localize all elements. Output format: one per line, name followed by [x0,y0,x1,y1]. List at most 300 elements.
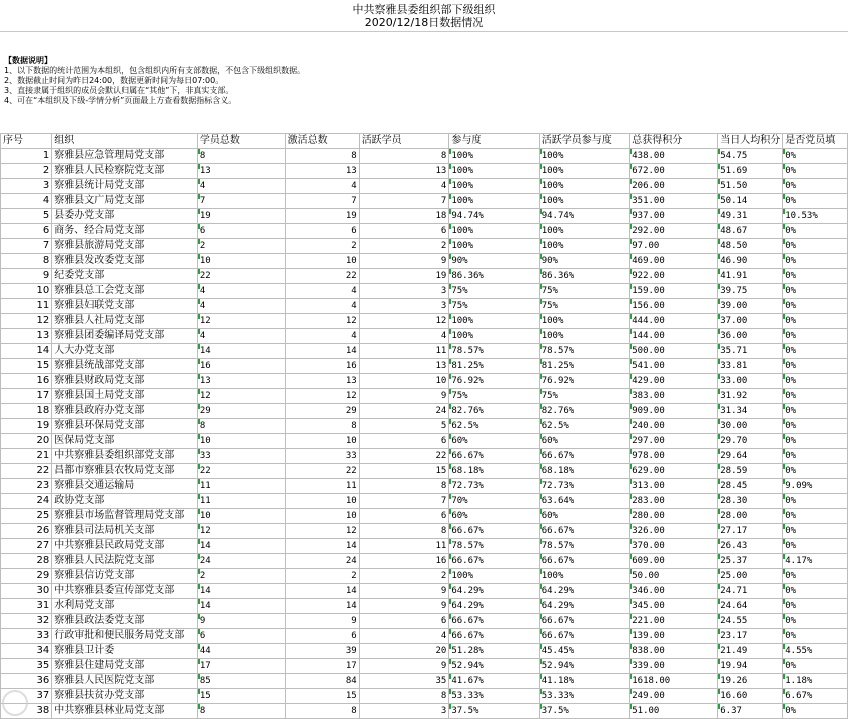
row-participation[interactable]: 66.67% [449,554,539,569]
row-activated[interactable]: 11 [285,479,359,494]
row-seq[interactable]: 6 [1,224,52,239]
row-avg-points[interactable]: 28.00 [718,509,783,524]
row-active-participation[interactable]: 60% [539,509,630,524]
row-seq[interactable]: 10 [1,284,52,299]
table-row[interactable] [1,224,848,239]
row-total-points[interactable]: 541.00 [630,359,718,374]
row-total-members[interactable]: 33 [197,449,285,464]
row-seq[interactable]: 22 [1,464,52,479]
row-org[interactable]: 察雅县司法局机关支部 [52,524,198,539]
row-avg-points[interactable]: 16.60 [718,689,783,704]
row-org[interactable]: 政协党支部 [52,494,198,509]
row-participation[interactable]: 76.92% [449,374,539,389]
row-active-members[interactable]: 10 [359,374,449,389]
row-party-filled[interactable]: 0% [783,299,848,314]
row-seq[interactable]: 13 [1,329,52,344]
table-row[interactable] [1,479,848,494]
row-active-members[interactable]: 8 [359,689,449,704]
row-org[interactable]: 察雅县发改委党支部 [52,254,198,269]
row-seq[interactable]: 35 [1,659,52,674]
table-row[interactable] [1,419,848,434]
row-participation[interactable]: 100% [449,164,539,179]
row-active-participation[interactable]: 72.73% [539,479,630,494]
row-activated[interactable]: 7 [285,194,359,209]
row-active-participation[interactable]: 82.76% [539,404,630,419]
row-total-points[interactable]: 159.00 [630,284,718,299]
row-participation[interactable]: 53.33% [449,689,539,704]
row-party-filled[interactable]: 9.09% [783,479,848,494]
row-active-members[interactable]: 3 [359,284,449,299]
row-activated[interactable]: 33 [285,449,359,464]
row-party-filled[interactable]: 0% [783,494,848,509]
row-activated[interactable]: 12 [285,389,359,404]
row-party-filled[interactable]: 0% [783,419,848,434]
row-org[interactable]: 察雅县统战部党支部 [52,359,198,374]
row-participation[interactable]: 37.5% [449,704,539,719]
row-avg-points[interactable]: 51.50 [718,179,783,194]
row-avg-points[interactable]: 25.00 [718,569,783,584]
table-row[interactable] [1,599,848,614]
table-row[interactable] [1,359,848,374]
row-active-members[interactable]: 2 [359,239,449,254]
row-activated[interactable]: 19 [285,209,359,224]
table-row[interactable] [1,254,848,269]
row-avg-points[interactable]: 29.64 [718,449,783,464]
table-row[interactable] [1,404,848,419]
row-activated[interactable]: 13 [285,374,359,389]
row-total-members[interactable]: 13 [197,164,285,179]
row-org[interactable]: 察雅县财政局党支部 [52,374,198,389]
row-seq[interactable]: 11 [1,299,52,314]
row-active-members[interactable]: 2 [359,569,449,584]
row-active-members[interactable]: 9 [359,254,449,269]
row-party-filled[interactable]: 0% [783,614,848,629]
row-total-members[interactable]: 14 [197,599,285,614]
row-activated[interactable]: 14 [285,539,359,554]
row-active-members[interactable]: 22 [359,449,449,464]
row-avg-points[interactable]: 48.50 [718,239,783,254]
row-total-members[interactable]: 10 [197,254,285,269]
row-party-filled[interactable]: 0% [783,164,848,179]
row-active-participation[interactable]: 64.29% [539,584,630,599]
row-party-filled[interactable]: 0% [783,629,848,644]
row-active-members[interactable]: 3 [359,704,449,719]
row-avg-points[interactable]: 49.31 [718,209,783,224]
row-seq[interactable]: 33 [1,629,52,644]
table-row[interactable] [1,704,848,719]
row-activated[interactable]: 39 [285,644,359,659]
row-party-filled[interactable]: 0% [783,464,848,479]
row-activated[interactable]: 10 [285,434,359,449]
row-avg-points[interactable]: 39.75 [718,284,783,299]
col-header-avg-points[interactable]: 当日人均积分 [718,134,783,149]
row-active-participation[interactable]: 76.92% [539,374,630,389]
row-org[interactable]: 中共察雅县林业局党支部 [52,704,198,719]
row-party-filled[interactable]: 0% [783,449,848,464]
row-total-members[interactable]: 10 [197,434,285,449]
row-avg-points[interactable]: 33.81 [718,359,783,374]
row-total-members[interactable]: 22 [197,269,285,284]
col-header-seq[interactable]: 序号 [1,134,52,149]
row-total-points[interactable]: 629.00 [630,464,718,479]
table-row[interactable] [1,629,848,644]
row-active-participation[interactable]: 66.67% [539,449,630,464]
row-participation[interactable]: 78.57% [449,539,539,554]
table-row[interactable] [1,659,848,674]
row-org[interactable]: 行政审批和便民服务局党支部 [52,629,198,644]
row-total-points[interactable]: 345.00 [630,599,718,614]
row-seq[interactable]: 28 [1,554,52,569]
row-active-members[interactable]: 9 [359,659,449,674]
row-active-members[interactable]: 16 [359,554,449,569]
row-party-filled[interactable]: 0% [783,539,848,554]
row-total-points[interactable]: 351.00 [630,194,718,209]
table-row[interactable] [1,284,848,299]
row-avg-points[interactable]: 28.59 [718,464,783,479]
row-seq[interactable]: 3 [1,179,52,194]
row-total-points[interactable]: 139.00 [630,629,718,644]
row-total-members[interactable]: 12 [197,314,285,329]
row-total-points[interactable]: 283.00 [630,494,718,509]
table-row[interactable] [1,209,848,224]
row-total-points[interactable]: 500.00 [630,344,718,359]
row-active-participation[interactable]: 94.74% [539,209,630,224]
row-participation[interactable]: 66.67% [449,449,539,464]
row-party-filled[interactable]: 0% [783,374,848,389]
row-activated[interactable]: 15 [285,689,359,704]
row-active-members[interactable]: 12 [359,314,449,329]
col-header-party-filled[interactable]: 是否党员填 [783,134,848,149]
row-total-points[interactable]: 326.00 [630,524,718,539]
row-active-members[interactable]: 4 [359,179,449,194]
row-avg-points[interactable]: 51.69 [718,164,783,179]
row-org[interactable]: 察雅县扶贫办党支部 [52,689,198,704]
row-org[interactable]: 察雅县政法委党支部 [52,614,198,629]
table-row[interactable] [1,494,848,509]
row-participation[interactable]: 81.25% [449,359,539,374]
row-activated[interactable]: 2 [285,569,359,584]
row-active-participation[interactable]: 62.5% [539,419,630,434]
row-party-filled[interactable]: 6.67% [783,689,848,704]
row-org[interactable]: 察雅县市场监督管理局党支部 [52,509,198,524]
row-active-participation[interactable]: 100% [539,194,630,209]
row-seq[interactable]: 23 [1,479,52,494]
row-party-filled[interactable]: 0% [783,659,848,674]
row-avg-points[interactable]: 50.14 [718,194,783,209]
row-total-members[interactable]: 6 [197,629,285,644]
row-total-points[interactable]: 444.00 [630,314,718,329]
row-total-points[interactable]: 346.00 [630,584,718,599]
row-org[interactable]: 察雅县人社局党支部 [52,314,198,329]
row-total-members[interactable]: 85 [197,674,285,689]
row-active-members[interactable]: 7 [359,494,449,509]
row-total-points[interactable]: 51.00 [630,704,718,719]
row-party-filled[interactable]: 0% [783,344,848,359]
row-total-members[interactable]: 9 [197,614,285,629]
row-participation[interactable]: 66.67% [449,614,539,629]
row-org[interactable]: 人大办党支部 [52,344,198,359]
row-avg-points[interactable]: 39.00 [718,299,783,314]
row-participation[interactable]: 68.18% [449,464,539,479]
row-org[interactable]: 察雅县卫计委 [52,644,198,659]
row-avg-points[interactable]: 6.37 [718,704,783,719]
row-active-members[interactable]: 20 [359,644,449,659]
row-org[interactable]: 察雅县文广局党支部 [52,194,198,209]
row-seq[interactable]: 8 [1,254,52,269]
row-total-members[interactable]: 7 [197,194,285,209]
row-party-filled[interactable]: 0% [783,239,848,254]
row-avg-points[interactable]: 26.43 [718,539,783,554]
col-header-total-members[interactable]: 学员总数 [197,134,285,149]
row-active-participation[interactable]: 37.5% [539,704,630,719]
row-avg-points[interactable]: 35.71 [718,344,783,359]
row-total-points[interactable]: 383.00 [630,389,718,404]
row-seq[interactable]: 12 [1,314,52,329]
row-active-participation[interactable]: 100% [539,179,630,194]
row-seq[interactable]: 38 [1,704,52,719]
row-seq[interactable]: 14 [1,344,52,359]
table-row[interactable] [1,524,848,539]
row-total-points[interactable]: 206.00 [630,179,718,194]
table-row[interactable] [1,554,848,569]
row-org[interactable]: 商务、经合局党支部 [52,224,198,239]
row-active-participation[interactable]: 68.18% [539,464,630,479]
row-active-participation[interactable]: 100% [539,569,630,584]
row-org[interactable]: 昌都市察雅县农牧局党支部 [52,464,198,479]
row-activated[interactable]: 12 [285,524,359,539]
row-total-points[interactable]: 922.00 [630,269,718,284]
row-total-members[interactable]: 17 [197,659,285,674]
row-org[interactable]: 察雅县团委编译局党支部 [52,329,198,344]
row-total-points[interactable]: 909.00 [630,404,718,419]
row-seq[interactable]: 31 [1,599,52,614]
row-total-points[interactable]: 221.00 [630,614,718,629]
row-org[interactable]: 察雅县应急管理局党支部 [52,149,198,164]
row-active-members[interactable]: 6 [359,434,449,449]
row-total-members[interactable]: 15 [197,689,285,704]
row-seq[interactable]: 30 [1,584,52,599]
col-header-activated[interactable]: 激活总数 [285,134,359,149]
row-party-filled[interactable]: 4.55% [783,644,848,659]
row-participation[interactable]: 100% [449,224,539,239]
table-row[interactable] [1,239,848,254]
row-org[interactable]: 县委办党支部 [52,209,198,224]
table-row[interactable] [1,179,848,194]
row-total-points[interactable]: 1618.00 [630,674,718,689]
row-avg-points[interactable]: 46.90 [718,254,783,269]
table-row[interactable] [1,539,848,554]
row-avg-points[interactable]: 28.45 [718,479,783,494]
table-row[interactable] [1,644,848,659]
row-activated[interactable]: 14 [285,344,359,359]
row-total-members[interactable]: 44 [197,644,285,659]
row-total-members[interactable]: 4 [197,284,285,299]
row-activated[interactable]: 2 [285,239,359,254]
row-participation[interactable]: 100% [449,239,539,254]
row-active-members[interactable]: 15 [359,464,449,479]
row-participation[interactable]: 60% [449,434,539,449]
row-org[interactable]: 察雅县妇联党支部 [52,299,198,314]
row-org[interactable]: 纪委党支部 [52,269,198,284]
row-seq[interactable]: 26 [1,524,52,539]
row-participation[interactable]: 66.67% [449,629,539,644]
row-total-points[interactable]: 978.00 [630,449,718,464]
row-active-participation[interactable]: 41.18% [539,674,630,689]
row-seq[interactable]: 29 [1,569,52,584]
table-row[interactable] [1,299,848,314]
row-party-filled[interactable]: 0% [783,149,848,164]
row-active-members[interactable]: 11 [359,344,449,359]
row-participation[interactable]: 78.57% [449,344,539,359]
row-seq[interactable]: 25 [1,509,52,524]
row-participation[interactable]: 64.29% [449,599,539,614]
row-active-participation[interactable]: 66.67% [539,629,630,644]
row-party-filled[interactable]: 1.18% [783,674,848,689]
row-active-participation[interactable]: 64.29% [539,599,630,614]
table-row[interactable] [1,614,848,629]
row-total-points[interactable]: 50.00 [630,569,718,584]
row-party-filled[interactable]: 0% [783,704,848,719]
row-org[interactable]: 察雅县环保局党支部 [52,419,198,434]
row-total-points[interactable]: 313.00 [630,479,718,494]
table-row[interactable] [1,374,848,389]
row-participation[interactable]: 64.29% [449,584,539,599]
row-org[interactable]: 医保局党支部 [52,434,198,449]
table-row[interactable] [1,149,848,164]
row-active-participation[interactable]: 78.57% [539,344,630,359]
row-party-filled[interactable]: 0% [783,329,848,344]
row-party-filled[interactable]: 0% [783,179,848,194]
row-participation[interactable]: 100% [449,194,539,209]
row-total-points[interactable]: 297.00 [630,434,718,449]
row-org[interactable]: 察雅县旅游局党支部 [52,239,198,254]
row-seq[interactable]: 1 [1,149,52,164]
row-avg-points[interactable]: 29.70 [718,434,783,449]
row-party-filled[interactable]: 10.53% [783,209,848,224]
row-participation[interactable]: 86.36% [449,269,539,284]
row-activated[interactable]: 22 [285,464,359,479]
row-active-participation[interactable]: 100% [539,164,630,179]
row-participation[interactable]: 100% [449,314,539,329]
row-active-members[interactable]: 35 [359,674,449,689]
row-total-members[interactable]: 4 [197,179,285,194]
row-activated[interactable]: 4 [285,299,359,314]
row-activated[interactable]: 14 [285,599,359,614]
row-avg-points[interactable]: 54.75 [718,149,783,164]
row-active-members[interactable]: 8 [359,479,449,494]
row-avg-points[interactable]: 24.71 [718,584,783,599]
row-active-participation[interactable]: 66.67% [539,554,630,569]
row-activated[interactable]: 4 [285,284,359,299]
row-avg-points[interactable]: 19.94 [718,659,783,674]
row-active-members[interactable]: 9 [359,584,449,599]
row-active-participation[interactable]: 100% [539,239,630,254]
table-row[interactable] [1,314,848,329]
row-seq[interactable]: 37 [1,689,52,704]
col-header-active-participation[interactable]: 活跃学员参与度 [539,134,630,149]
row-total-members[interactable]: 11 [197,494,285,509]
row-participation[interactable]: 100% [449,149,539,164]
row-org[interactable]: 水利局党支部 [52,599,198,614]
row-total-points[interactable]: 429.00 [630,374,718,389]
row-org[interactable]: 察雅县信访党支部 [52,569,198,584]
row-total-points[interactable]: 240.00 [630,419,718,434]
row-total-members[interactable]: 29 [197,404,285,419]
table-row[interactable] [1,674,848,689]
row-avg-points[interactable]: 36.00 [718,329,783,344]
row-seq[interactable]: 19 [1,419,52,434]
row-participation[interactable]: 70% [449,494,539,509]
row-avg-points[interactable]: 23.17 [718,629,783,644]
row-party-filled[interactable]: 0% [783,194,848,209]
table-row[interactable] [1,164,848,179]
col-header-org[interactable]: 组织 [52,134,198,149]
row-seq[interactable]: 18 [1,404,52,419]
row-active-participation[interactable]: 100% [539,224,630,239]
row-active-participation[interactable]: 53.33% [539,689,630,704]
row-total-points[interactable]: 937.00 [630,209,718,224]
row-party-filled[interactable]: 0% [783,359,848,374]
row-org[interactable]: 中共察雅县委宣传部党支部 [52,584,198,599]
row-total-members[interactable]: 16 [197,359,285,374]
table-row[interactable] [1,584,848,599]
row-total-members[interactable]: 14 [197,344,285,359]
row-total-points[interactable]: 292.00 [630,224,718,239]
row-seq[interactable]: 2 [1,164,52,179]
row-activated[interactable]: 4 [285,179,359,194]
row-active-members[interactable]: 24 [359,404,449,419]
row-seq[interactable]: 34 [1,644,52,659]
row-party-filled[interactable]: 0% [783,314,848,329]
row-total-members[interactable]: 19 [197,209,285,224]
row-avg-points[interactable]: 25.37 [718,554,783,569]
row-participation[interactable]: 82.76% [449,404,539,419]
row-active-members[interactable]: 11 [359,539,449,554]
row-active-members[interactable]: 19 [359,269,449,284]
row-party-filled[interactable]: 0% [783,224,848,239]
table-row[interactable] [1,389,848,404]
row-total-members[interactable]: 4 [197,329,285,344]
row-participation[interactable]: 72.73% [449,479,539,494]
row-total-points[interactable]: 609.00 [630,554,718,569]
row-avg-points[interactable]: 33.00 [718,374,783,389]
row-total-members[interactable]: 24 [197,554,285,569]
row-activated[interactable]: 12 [285,314,359,329]
row-party-filled[interactable]: 0% [783,524,848,539]
row-participation[interactable]: 100% [449,179,539,194]
row-active-participation[interactable]: 75% [539,299,630,314]
row-active-members[interactable]: 3 [359,299,449,314]
row-active-participation[interactable]: 78.57% [539,539,630,554]
row-total-members[interactable]: 12 [197,389,285,404]
row-activated[interactable]: 10 [285,494,359,509]
row-activated[interactable]: 6 [285,224,359,239]
row-active-participation[interactable]: 90% [539,254,630,269]
row-active-members[interactable]: 8 [359,524,449,539]
row-participation[interactable]: 52.94% [449,659,539,674]
row-avg-points[interactable]: 21.49 [718,644,783,659]
row-party-filled[interactable]: 0% [783,599,848,614]
row-seq[interactable]: 24 [1,494,52,509]
row-participation[interactable]: 62.5% [449,419,539,434]
row-party-filled[interactable]: 0% [783,404,848,419]
row-activated[interactable]: 22 [285,269,359,284]
row-party-filled[interactable]: 0% [783,269,848,284]
row-avg-points[interactable]: 24.55 [718,614,783,629]
row-avg-points[interactable]: 31.34 [718,404,783,419]
row-active-participation[interactable]: 81.25% [539,359,630,374]
row-active-participation[interactable]: 100% [539,149,630,164]
